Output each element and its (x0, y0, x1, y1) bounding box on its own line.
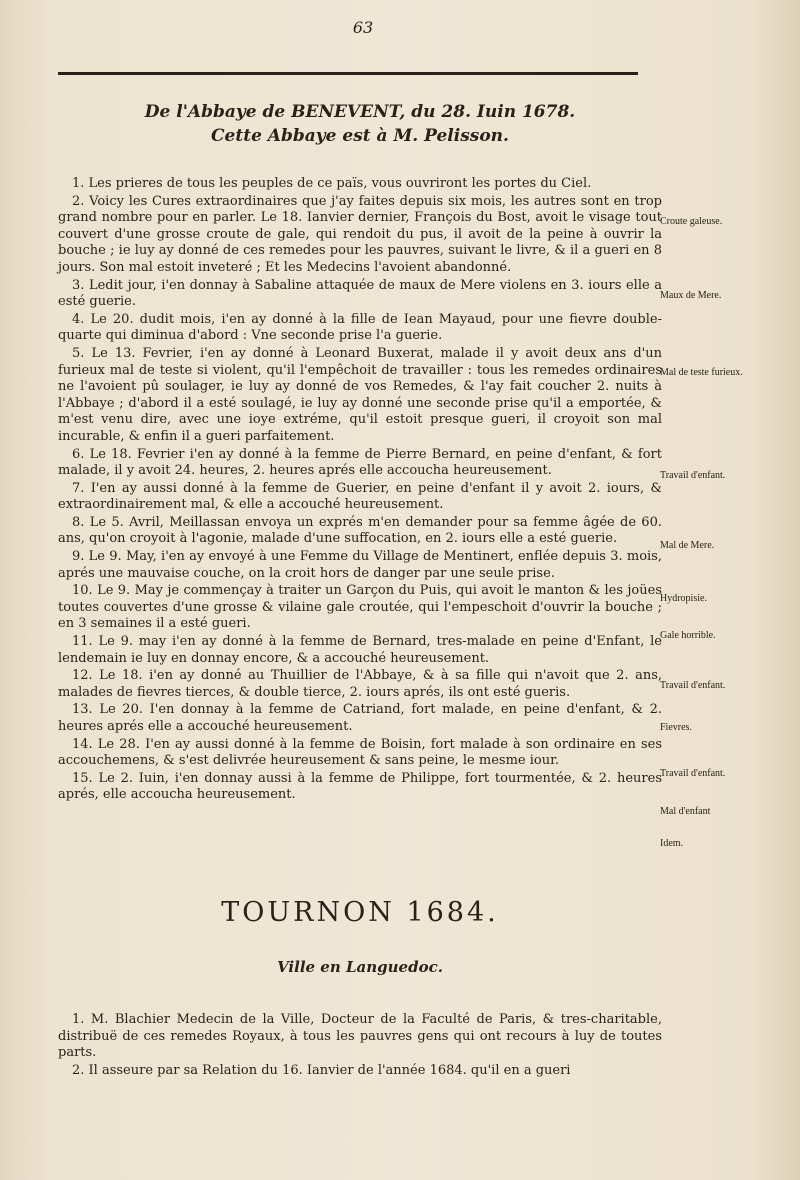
margin-note: Mal de Mere. (660, 540, 715, 551)
section-subtitle: Ville en Languedoc. (277, 958, 443, 976)
margin-note: Fievres. (660, 722, 692, 733)
section-paragraph-2: 2. Il asseure par sa Relation du 16. Ianvier de l'année 1684. qu'il en a gueri (72, 1062, 571, 1078)
margin-note: Mal d'enfant (660, 806, 711, 817)
section-body-text (58, 1012, 662, 1079)
margin-note: Travail d'enfant. (660, 768, 726, 779)
margin-note: Hydropisie. (660, 593, 707, 604)
paragraph-11: 11. Le 9. may i'en ay donné à la femme de Bernard, tres-malade en peine d'Enfant, le lendemain ie luy en donnay encore, & a accouché heureusement. (58, 634, 662, 666)
section-heading (80, 100, 640, 148)
margin-note: Travail d'enfant. (660, 680, 726, 691)
paragraph-3: 3. Ledit jour, i'en donnay à Sabaline attaquée de maux de Mere violens en 3. iours elle a esté guerie. (58, 277, 662, 310)
paragraph-8: 8. Le 5. Avril, Meillassan envoya un exprés m'en demander pour sa femme âgée de 60. ans, qu'on croyoit à l'agonie, malade d'une suffocation, en 2. iours elle a esté guerie. (58, 514, 662, 547)
section-title: TOURNON 1684. (221, 897, 499, 928)
paragraph-10: 10. Le 9. May je commençay à traiter un Garçon du Puis, qui avoit le manton & les joües toutes couvertes d'une grosse & vilaine gale croutée, qui l'empeschoit d'ouvrir la bouche ; en 3 semaines il a esté gueri. (58, 583, 662, 632)
header-rule (58, 72, 638, 75)
paragraph-13: 13. Le 20. I'en donnay à la femme de Catriand, fort malade, en peine d'enfant, & 2. heures aprés elle a accouché heureusement. (58, 702, 662, 734)
margin-note: Idem. (660, 838, 684, 849)
margin-note: Maux de Mere. (660, 290, 722, 301)
heading-line-2: Cette Abbaye est à M. Pelisson. (211, 126, 509, 146)
paragraph-15: 15. Le 2. Iuin, i'en donnay aussi à la femme de Philippe, fort tourmentée, & 2. heures aprés, elle accoucha heureusement. (58, 770, 662, 803)
margin-note: Gale horrible. (660, 630, 716, 641)
page-number: 63 (352, 18, 374, 37)
margin-note: Travail d'enfant. (660, 470, 726, 481)
paragraph-1: 1. Les prieres de tous les peuples de ce païs, vous ouvriront les portes du Ciel. (72, 176, 592, 191)
paragraph-7: 7. I'en ay aussi donné à la femme de Guerier, en peine d'enfant il y avoit 2. iours, & extraordinairement mal, & elle a accouché heureusement. (58, 480, 662, 513)
section-paragraph-1: 1. M. Blachier Medecin de la Ville, Docteur de la Faculté de Paris, & tres-charitable, distribuë de ces remedes Royaux, à tous les pauvres gens qui ont recours à luy de toutes parts. (58, 1012, 662, 1061)
body-text (58, 176, 662, 804)
paragraph-2: 2. Voicy les Cures extraordinaires que j'ay faites depuis six mois, les autres sont en trop grand nombre pour en parler. Le 18. Ianvier dernier, François du Bost, avoit le visage tout couvert d'une grosse croute de gale, qui rendoit du pus, il avoit de la peine à ouvrir la bouche ; ie luy ay donné de ces remedes pour les pauvres, suivant le livre, & il a gueri en 8 jours. Son mal estoit inveteré ; Et les Medecins l'avoient abandonné. (58, 193, 662, 275)
paragraph-9: 9. Le 9. May, i'en ay envoyé à une Femme du Village de Mentinert, enflée depuis 3. mois, aprés une mauvaise couche, on la croit hors de danger par une seule prise. (58, 549, 662, 581)
paragraph-12: 12. Le 18. i'en ay donné au Thuillier de l'Abbaye, & à sa fille qui n'avoit que 2. ans, malades de fievres tierces, & double tierce, 2. iours aprés, ils ont esté gueris. (58, 668, 662, 700)
paragraph-5: 5. Le 13. Fevrier, i'en ay donné à Leonard Buxerat, malade il y avoit deux ans d'un furieux mal de teste si violent, qu'il l'empêchoit de travailler : tous les remedes ordinaires ne l'avoient pû soulager, ie luy ay donné de vos Remedes, & l'ay fait coucher 2. nuits à l'Abbaye ; d'abord il a esté soulagé, ie luy ay donné une seconde prise qu'il a emportée, & m'est venu dire, avec une ioye extréme, qu'il estoit presque gueri, il croyoit son mal incurable, & enfin il a gueri parfaitement. (58, 345, 662, 444)
margin-note: Mal de teste furieux. (660, 367, 743, 378)
paragraph-6: 6. Le 18. Fevrier i'en ay donné à la femme de Pierre Bernard, en peine d'enfant, & fort malade, il y avoit 24. heures, 2. heures aprés elle accoucha heureusement. (58, 446, 662, 479)
paragraph-14: 14. Le 28. I'en ay aussi donné à la femme de Boisin, fort malade à son ordinaire en ses accouchemens, & s'est delivrée heureusement & sans peine, le mesme iour. (58, 736, 662, 769)
paragraph-4: 4. Le 20. dudit mois, i'en ay donné à la fille de Iean Mayaud, pour une fievre double-quarte qui diminua d'abord : Vne seconde prise l'a guerie. (58, 311, 662, 344)
heading-line-1: De l'Abbaye de BENEVENT, du 28. Iuin 1678. (144, 102, 576, 122)
margin-note: Croute galeuse. (660, 216, 723, 227)
